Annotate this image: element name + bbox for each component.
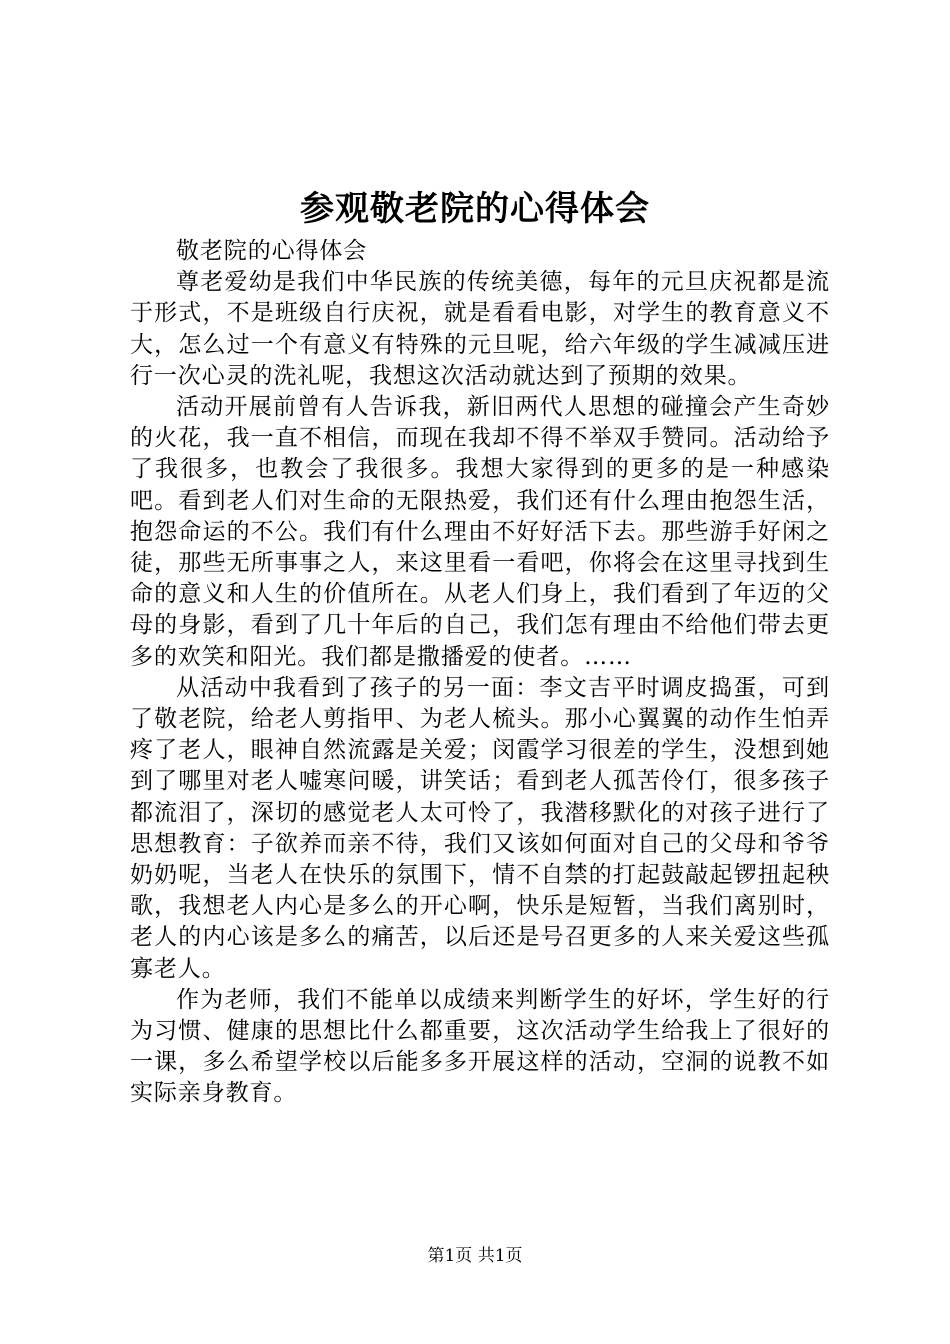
document-body xyxy=(130,236,830,1110)
body-paragraph-1: 尊老爱幼是我们中华民族的传统美德，每年的元旦庆祝都是流于形式，不是班级自行庆祝，就是看看电影，对学生的教育意义不大，怎么过一个有意义有特殊的元旦呢，给六年级的学生减减压进行一次心灵的洗礼呢，我想这次活动就达到了预期的效果。 xyxy=(130,269,830,389)
document-title: 参观敬老院的心得体会 xyxy=(300,189,650,229)
subtitle-paragraph: 敬老院的心得体会 xyxy=(176,238,368,264)
body-paragraph-3: 从活动中我看到了孩子的另一面：李文吉平时调皮捣蛋，可到了敬老院，给老人剪指甲、为老人梳头。那小心翼翼的动作生怕弄疼了老人，眼神自然流露是关爱；闵霞学习很差的学生，没想到她到了哪里对老人嘘寒问暖，讲笑话；看到老人孤苦伶仃，很多孩子都流泪了，深切的感觉老人太可怜了，我潜移默化的对孩子进行了思想教育：子欲养而亲不待，我们又该如何面对自己的父母和爷爷奶奶呢，当老人在快乐的氛围下，情不自禁的打起鼓敲起锣扭起秧歌，我想老人内心是多么的开心啊，快乐是短暂，当我们离别时，老人的内心该是多么的痛苦，以后还是号召更多的人来关爱这些孤寡老人。 xyxy=(130,674,830,982)
body-paragraph-4: 作为老师，我们不能单以成绩来判断学生的好坏，学生好的行为习惯、健康的思想比什么都重要，这次活动学生给我上了很好的一课，多么希望学校以后能多多开展这样的活动，空洞的说教不如实际亲身教育。 xyxy=(130,986,830,1107)
page-footer: 第1页 共1页 xyxy=(427,1246,523,1266)
body-paragraph-2: 活动开展前曾有人告诉我，新旧两代人思想的碰撞会产生奇妙的火花，我一直不相信，而现在我却不得不举双手赞同。活动给予了我很多，也教会了我很多。我想大家得到的更多的是一种感染吧。看到老人们对生命的无限热爱，我们还有什么理由抱怨生活，抱怨命运的不公。我们有什么理由不好好活下去。那些游手好闲之徒，那些无所事事之人，来这里看一看吧，你将会在这里寻找到生命的意义和人生的价值所在。从老人们身上，我们看到了年迈的父母的身影，看到了几十年后的自己，我们怎有理由不给他们带去更多的欢笑和阳光。我们都是撒播爱的使者。…… xyxy=(130,394,830,670)
